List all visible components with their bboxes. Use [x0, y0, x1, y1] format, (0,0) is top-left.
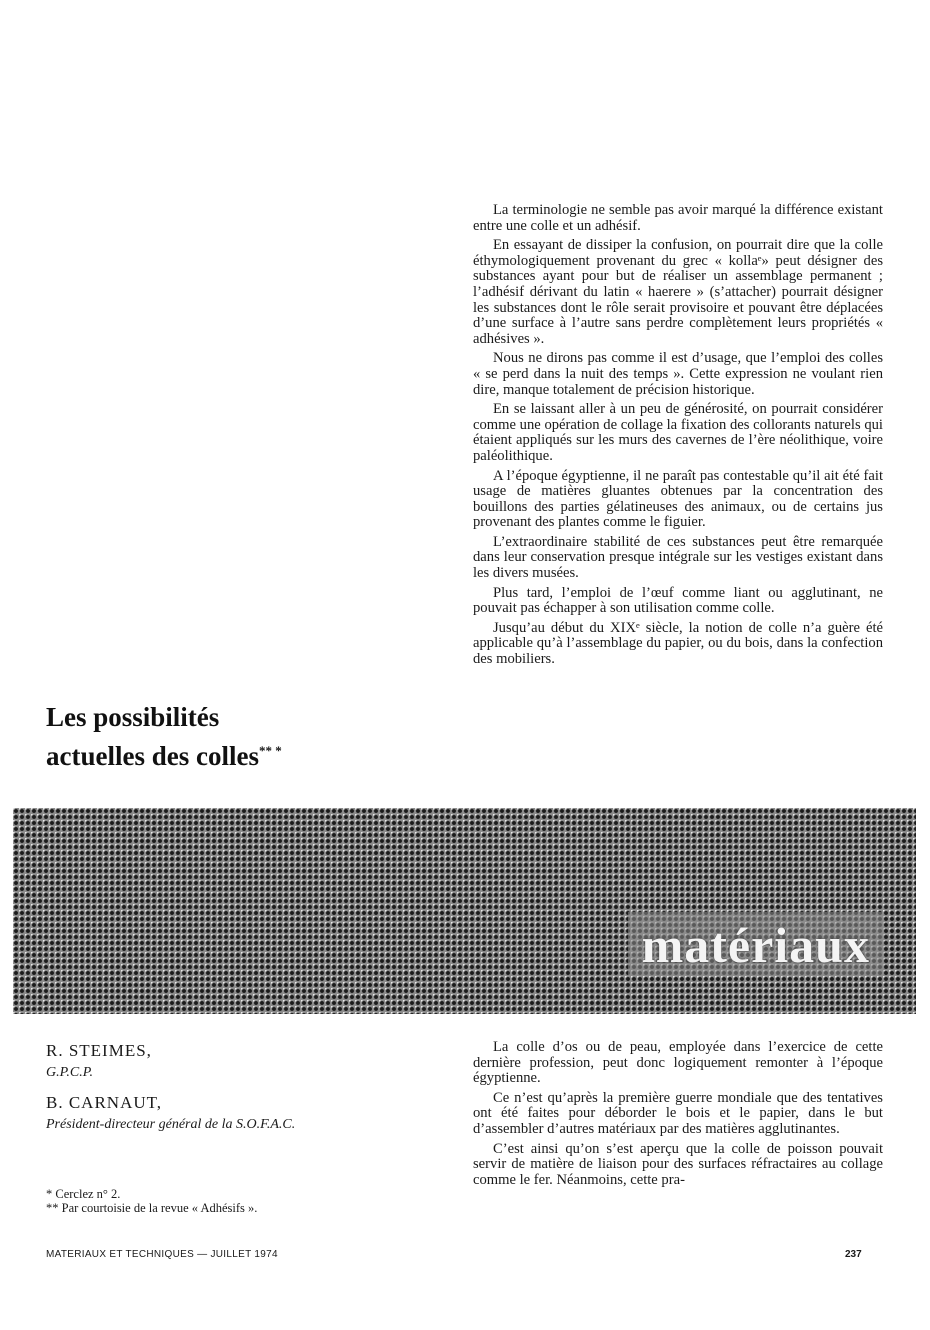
author-list [46, 1042, 426, 1146]
article-body-bottom [473, 1040, 883, 1192]
author-name: R. STEIMES, [46, 1041, 152, 1060]
article-body-top [473, 203, 883, 672]
paragraph: En essayant de dissiper la confusion, on pourrait dire que la colle éthymologiquement provenant du grec « kollaᵉ» peut désigner des substances ayant pour but de réaliser un assemblage permanent ; l’adhésif dérivant du latin « haerere » (s’attacher) pourrait désigner les substances dont le rôle serait provisoire et pouvant être déplacées d’une surface à l’autre sans perdre complètement leurs propriétés « adhésives ». [473, 237, 883, 347]
title-line-2 [46, 734, 346, 773]
section-banner [13, 808, 916, 1014]
article-title [46, 701, 346, 773]
paragraph: En se laissant aller à un peu de générosité, on pourrait considérer comme une opération de collage la fixation des collorants naturels qui étaient appliqués sur les murs des cavernes de l’ère néolithique, voire paléolithique. [473, 401, 883, 464]
footnote: * Cerclez n° 2. [46, 1187, 121, 1201]
footnote-marks: ** * [258, 743, 282, 758]
paragraph: L’extraordinaire stabilité de ces substances peut être remarquée dans leur conservation presque intégrale sur les vestiges existant dans les divers musées. [473, 533, 883, 582]
paragraph: C’est ainsi qu’on s’est aperçu que la colle de poisson pouvait servir de matière de liaison pour des surfaces réfractaires au collage comme le fer. Néanmoins, cette pra- [473, 1140, 883, 1188]
paragraph: Nous ne dirons pas comme il est d’usage, que l’emploi des colles « se perd dans la nuit des temps ». Cette expression ne voulant rien dire, manque totalement de précision historique. [473, 350, 883, 398]
author-name: B. CARNAUT, [46, 1093, 162, 1112]
author-affiliation: G.P.C.P. [46, 1065, 93, 1080]
journal-footer: MATERIAUX ET TECHNIQUES — JUILLET 1974 [46, 1249, 278, 1260]
page-number: 237 [845, 1249, 862, 1260]
paragraph: A l’époque égyptienne, il ne paraît pas contestable qu’il ait été fait usage de matières gluantes obtenues par la concentration des bouillons des parties gélatineuses des animaux, ou de certains jus provenant des plantes comme le figuier. [473, 467, 883, 531]
author-affiliation: Président-directeur général de la S.O.F.A.C. [46, 1117, 296, 1132]
author-entry [46, 1042, 426, 1082]
footnote: ** Par courtoisie de la revue « Adhésifs ». [46, 1201, 258, 1215]
author-entry [46, 1094, 426, 1134]
paragraph: Ce n’est qu’après la première guerre mondiale que des tentatives ont été faites pour déborder le bois et le papier, dans le but d’assembler d’autres matériaux par des matières agglutinantes. [473, 1089, 883, 1137]
title-line-1: Les possibilités [46, 702, 220, 732]
paragraph: Plus tard, l’emploi de l’œuf comme liant ou agglutinant, ne pouvait pas échapper à son utilisation comme colle. [473, 584, 883, 617]
footnotes [46, 1187, 426, 1215]
paragraph: Jusqu’au début du XIXᵉ siècle, la notion de colle n’a guère été applicable qu’à l’assemblage du papier, ou du bois, dans la confection des mobiliers. [473, 619, 883, 668]
section-label: matériaux [628, 912, 884, 976]
paragraph: La colle d’os ou de peau, employée dans l’exercice de cette dernière profession, peut donc logiquement remonter à l’époque égyptienne. [473, 1039, 883, 1087]
title-line-2-text: actuelles des colles [46, 741, 259, 771]
paragraph: La terminologie ne semble pas avoir marqué la différence existant entre une colle et un adhésif. [473, 202, 883, 234]
